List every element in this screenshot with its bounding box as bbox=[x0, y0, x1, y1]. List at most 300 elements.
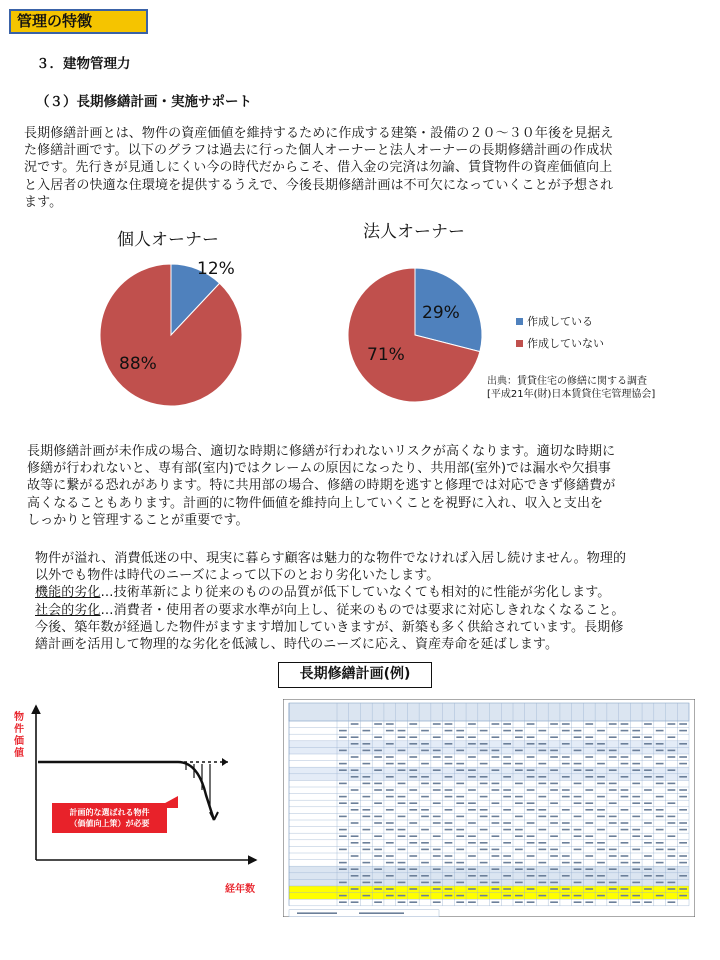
table-cell-text bbox=[339, 802, 347, 804]
table-cell-text bbox=[503, 855, 511, 857]
table-cell-text bbox=[480, 730, 488, 732]
pie-individual-label-created: 12% bbox=[197, 259, 235, 279]
table-cell-text bbox=[668, 783, 676, 785]
table-cell-text bbox=[621, 822, 629, 824]
table-cell-text bbox=[421, 862, 429, 864]
legend-item-created bbox=[516, 313, 604, 329]
table-cell-text bbox=[362, 842, 370, 844]
table-cell-text bbox=[656, 882, 664, 884]
table-cell-text bbox=[374, 769, 382, 771]
table-cell-text bbox=[398, 862, 406, 864]
table-cell-text bbox=[409, 835, 417, 837]
table-cell-text bbox=[668, 750, 676, 752]
table-cell-text bbox=[480, 816, 488, 818]
table-cell-text bbox=[362, 809, 370, 811]
table-cell-text bbox=[421, 743, 429, 745]
table-cell-text bbox=[480, 750, 488, 752]
table-cell-text bbox=[550, 769, 558, 771]
table-cell-text bbox=[585, 736, 593, 738]
table-cell-text bbox=[503, 809, 511, 811]
pie-corporate-title: 法人オーナー bbox=[363, 222, 465, 242]
table-cell-text bbox=[386, 789, 394, 791]
table-cell-text bbox=[562, 776, 570, 778]
table-cell-text bbox=[456, 882, 464, 884]
table-cell-text bbox=[679, 789, 687, 791]
table-cell-text bbox=[597, 816, 605, 818]
table-cell-text bbox=[550, 816, 558, 818]
table-cell-text bbox=[433, 783, 441, 785]
table-cell-text bbox=[421, 730, 429, 732]
table-cell-text bbox=[503, 888, 511, 890]
table-cell-text bbox=[386, 809, 394, 811]
table-cell-text bbox=[515, 901, 523, 903]
table-cell-text bbox=[574, 816, 582, 818]
table-cell-text bbox=[515, 816, 523, 818]
table-cell-text bbox=[562, 862, 570, 864]
table-cell-text bbox=[609, 822, 617, 824]
table-cell-text bbox=[562, 743, 570, 745]
subsection-title: （３）長期修繕計画・実施サポート bbox=[36, 94, 252, 110]
table-cell-text bbox=[597, 849, 605, 851]
table-cell-text bbox=[668, 736, 676, 738]
table-cell-text bbox=[374, 835, 382, 837]
table-cell-text bbox=[538, 776, 546, 778]
table-cell-text bbox=[421, 763, 429, 765]
risk-line: 長期修繕計画が未作成の場合、適切な時期に修繕が行われないリスクが高くなります。適切な時期に bbox=[27, 444, 616, 459]
table-cell-text bbox=[468, 769, 476, 771]
table-cell-text bbox=[339, 769, 347, 771]
table-cell-text bbox=[538, 816, 546, 818]
table-cell-text bbox=[433, 901, 441, 903]
table-cell-text bbox=[538, 862, 546, 864]
table-cell-text bbox=[644, 901, 652, 903]
table-band bbox=[289, 866, 689, 886]
table-cell-text bbox=[339, 730, 347, 732]
table-cell-text bbox=[468, 888, 476, 890]
social-deterioration-term: 社会的劣化 bbox=[35, 602, 101, 618]
table-cell-text bbox=[609, 855, 617, 857]
table-cell-text bbox=[574, 796, 582, 798]
table-cell-text bbox=[445, 809, 453, 811]
table-cell-text bbox=[456, 816, 464, 818]
table-cell-text bbox=[445, 796, 453, 798]
table-cell-text bbox=[550, 888, 558, 890]
table-cell-text bbox=[574, 802, 582, 804]
table-cell-text bbox=[409, 743, 417, 745]
table-cell-text bbox=[445, 829, 453, 831]
table-cell-text bbox=[480, 809, 488, 811]
table-cell-text bbox=[480, 763, 488, 765]
table-cell-text bbox=[656, 763, 664, 765]
table-cell-text bbox=[492, 855, 500, 857]
table-cell-text bbox=[585, 743, 593, 745]
chart-legend bbox=[516, 313, 604, 351]
table-cell-text bbox=[656, 862, 664, 864]
table-cell-text bbox=[609, 901, 617, 903]
table-cell-text bbox=[503, 789, 511, 791]
table-cell-text bbox=[609, 868, 617, 870]
table-cell-text bbox=[632, 769, 640, 771]
table-cell-text bbox=[409, 736, 417, 738]
table-cell-text bbox=[585, 809, 593, 811]
table-cell-text bbox=[398, 796, 406, 798]
table-cell-text bbox=[621, 756, 629, 758]
table-cell-text bbox=[632, 882, 640, 884]
table-cell-text bbox=[679, 763, 687, 765]
table-cell-text bbox=[632, 750, 640, 752]
table-cell-text bbox=[339, 882, 347, 884]
table-cell-text bbox=[362, 743, 370, 745]
table-cell-text bbox=[515, 829, 523, 831]
graph-y-label: 物件価値 bbox=[14, 712, 24, 759]
table-cell-text bbox=[398, 849, 406, 851]
table-cell-text bbox=[409, 901, 417, 903]
table-cell-text bbox=[386, 763, 394, 765]
table-cell-text bbox=[351, 789, 359, 791]
table-cell-text bbox=[632, 862, 640, 864]
table-cell-text bbox=[421, 809, 429, 811]
table-cell-text bbox=[562, 895, 570, 897]
table-cell-text bbox=[351, 835, 359, 837]
table-cell-text bbox=[679, 743, 687, 745]
table-cell-text bbox=[644, 723, 652, 725]
table-cell-text bbox=[297, 912, 337, 914]
table-cell-text bbox=[339, 868, 347, 870]
table-cell-text bbox=[644, 868, 652, 870]
table-cell-text bbox=[679, 723, 687, 725]
table-cell-text bbox=[574, 882, 582, 884]
risk-line: 高くなることもあります。計画的に物件価値を維持向上していくことを視野に入れ、収入と支出を bbox=[27, 495, 604, 511]
table-cell-text bbox=[550, 882, 558, 884]
table-cell-text bbox=[433, 750, 441, 752]
table-cell-text bbox=[409, 842, 417, 844]
intro-paragraph bbox=[24, 125, 704, 211]
table-cell-text bbox=[480, 776, 488, 778]
table-cell-text bbox=[480, 875, 488, 877]
table-cell-text bbox=[585, 756, 593, 758]
table-cell-text bbox=[468, 809, 476, 811]
deterioration-line: 今後、築年数が経過した物件がますます増加していきますが、新築も多く供給されています。長期修 bbox=[35, 619, 624, 635]
table-cell-text bbox=[456, 901, 464, 903]
table-cell-text bbox=[609, 849, 617, 851]
table-cell-text bbox=[386, 895, 394, 897]
table-cell-text bbox=[538, 763, 546, 765]
table-cell-text bbox=[468, 822, 476, 824]
table-cell-text bbox=[362, 816, 370, 818]
table-cell-text bbox=[503, 862, 511, 864]
deterioration-line: 物件が溢れ、消費低迷の中、現実に暮らす顧客は魅力的な物件でなければ入居し続けません。物理的 bbox=[35, 551, 627, 566]
table-cell-text bbox=[656, 796, 664, 798]
table-cell-text bbox=[621, 796, 629, 798]
table-cell-text bbox=[597, 895, 605, 897]
table-cell-text bbox=[656, 750, 664, 752]
table-cell-text bbox=[503, 723, 511, 725]
table-cell-text bbox=[585, 875, 593, 877]
table-cell-text bbox=[621, 842, 629, 844]
table-cell-text bbox=[492, 822, 500, 824]
table-cell-text bbox=[562, 756, 570, 758]
table-cell-text bbox=[421, 783, 429, 785]
table-cell-text bbox=[585, 835, 593, 837]
table-cell-text bbox=[374, 723, 382, 725]
table-cell-text bbox=[468, 736, 476, 738]
table-cell-text bbox=[374, 816, 382, 818]
table-cell-text bbox=[421, 776, 429, 778]
table-cell-text bbox=[456, 835, 464, 837]
table-cell-text bbox=[386, 829, 394, 831]
table-cell-text bbox=[445, 895, 453, 897]
table-cell-text bbox=[585, 822, 593, 824]
table-cell-text bbox=[339, 763, 347, 765]
table-cell-text bbox=[480, 882, 488, 884]
table-cell-text bbox=[409, 809, 417, 811]
legend-swatch-created bbox=[516, 318, 523, 325]
table-cell-text bbox=[515, 736, 523, 738]
table-cell-text bbox=[632, 796, 640, 798]
table-cell-text bbox=[398, 835, 406, 837]
graph-x-label: 経年数 bbox=[225, 884, 255, 895]
table-cell-text bbox=[550, 901, 558, 903]
table-header-row bbox=[289, 703, 689, 721]
table-cell-text bbox=[668, 816, 676, 818]
table-cell-text bbox=[492, 888, 500, 890]
table-cell-text bbox=[679, 875, 687, 877]
table-cell-text bbox=[351, 769, 359, 771]
table-cell-text bbox=[632, 895, 640, 897]
table-cell-text bbox=[597, 730, 605, 732]
table-cell-text bbox=[421, 816, 429, 818]
table-cell-text bbox=[409, 822, 417, 824]
table-cell-text bbox=[679, 862, 687, 864]
table-cell-text bbox=[644, 822, 652, 824]
table-cell-text bbox=[609, 816, 617, 818]
table-cell-text bbox=[362, 796, 370, 798]
table-cell-text bbox=[362, 783, 370, 785]
table-cell-text bbox=[562, 809, 570, 811]
table-cell-text bbox=[339, 849, 347, 851]
table-cell-text bbox=[456, 895, 464, 897]
social-deterioration-text: …消費者・使用者の要求水準が向上し、従来のものでは要求に対応しきれなくなること。 bbox=[100, 602, 625, 618]
table-cell-text bbox=[492, 802, 500, 804]
table-cell-text bbox=[386, 862, 394, 864]
table-cell-text bbox=[550, 736, 558, 738]
table-cell-text bbox=[445, 888, 453, 890]
table-cell-text bbox=[597, 763, 605, 765]
table-cell-text bbox=[562, 763, 570, 765]
table-cell-text bbox=[609, 789, 617, 791]
table-cell-text bbox=[409, 802, 417, 804]
table-cell-text bbox=[456, 868, 464, 870]
table-cell-text bbox=[445, 730, 453, 732]
table-cell-text bbox=[409, 789, 417, 791]
table-cell-text bbox=[527, 809, 535, 811]
table-cell-text bbox=[468, 868, 476, 870]
table-cell-text bbox=[409, 875, 417, 877]
table-cell-text bbox=[468, 723, 476, 725]
table-cell-text bbox=[421, 895, 429, 897]
table-cell-text bbox=[362, 730, 370, 732]
table-cell-text bbox=[515, 730, 523, 732]
table-cell-text bbox=[632, 849, 640, 851]
value-graph bbox=[28, 700, 268, 870]
table-cell-text bbox=[374, 882, 382, 884]
table-cell-text bbox=[562, 855, 570, 857]
table-cell-text bbox=[550, 868, 558, 870]
table-cell-text bbox=[538, 730, 546, 732]
table-cell-text bbox=[538, 849, 546, 851]
table-cell-text bbox=[362, 895, 370, 897]
table-cell-text bbox=[351, 888, 359, 890]
table-cell-text bbox=[433, 888, 441, 890]
table-cell-text bbox=[527, 835, 535, 837]
table-cell-text bbox=[339, 783, 347, 785]
table-cell-text bbox=[480, 849, 488, 851]
pie-corporate-chart bbox=[344, 262, 486, 410]
risk-line: しっかりと管理することが重要です。 bbox=[27, 512, 249, 528]
table-cell-text bbox=[668, 723, 676, 725]
table-cell-text bbox=[515, 796, 523, 798]
table-cell-text bbox=[574, 769, 582, 771]
table-cell-text bbox=[433, 802, 441, 804]
table-cell-text bbox=[621, 855, 629, 857]
table-cell-text bbox=[668, 882, 676, 884]
table-cell-text bbox=[550, 802, 558, 804]
table-cell-text bbox=[468, 802, 476, 804]
table-cell-text bbox=[644, 756, 652, 758]
table-cell-text bbox=[492, 750, 500, 752]
table-cell-text bbox=[398, 895, 406, 897]
table-cell-text bbox=[515, 882, 523, 884]
table-cell-text bbox=[480, 862, 488, 864]
table-cell-text bbox=[409, 756, 417, 758]
legend-label-not-created: 作成していない bbox=[527, 337, 604, 350]
table-cell-text bbox=[359, 912, 404, 914]
table-cell-text bbox=[468, 875, 476, 877]
table-cell-text bbox=[538, 743, 546, 745]
table-cell-text bbox=[668, 769, 676, 771]
table-cell-text bbox=[656, 809, 664, 811]
table-cell-text bbox=[433, 868, 441, 870]
table-cell-text bbox=[386, 743, 394, 745]
callout-line: 計画的な選ばれる物件 bbox=[69, 808, 150, 817]
table-cell-text bbox=[492, 756, 500, 758]
table-cell-text bbox=[515, 849, 523, 851]
table-cell-text bbox=[409, 776, 417, 778]
pie-individual-title: 個人オーナー bbox=[117, 230, 219, 250]
table-cell-text bbox=[351, 868, 359, 870]
table-cell-text bbox=[339, 829, 347, 831]
table-cell-text bbox=[550, 789, 558, 791]
table-cell-text bbox=[562, 796, 570, 798]
table-cell-text bbox=[656, 895, 664, 897]
table-cell-text bbox=[538, 783, 546, 785]
table-cell-text bbox=[644, 743, 652, 745]
table-cell-text bbox=[503, 796, 511, 798]
table-cell-text bbox=[574, 763, 582, 765]
table-cell-text bbox=[585, 901, 593, 903]
table-cell-text bbox=[538, 750, 546, 752]
table-cell-text bbox=[644, 888, 652, 890]
table-cell-text bbox=[503, 763, 511, 765]
table-cell-text bbox=[339, 901, 347, 903]
table-cell-text bbox=[562, 842, 570, 844]
table-cell-text bbox=[398, 901, 406, 903]
table-cell-text bbox=[656, 743, 664, 745]
table-cell-text bbox=[445, 756, 453, 758]
functional-deterioration-text: …技術革新により従来のものの品質が低下していなくても相対的に性能が劣化します。 bbox=[100, 585, 611, 601]
table-cell-text bbox=[351, 743, 359, 745]
table-cell-text bbox=[609, 783, 617, 785]
table-cell-text bbox=[597, 796, 605, 798]
table-cell-text bbox=[527, 888, 535, 890]
table-cell-text bbox=[597, 882, 605, 884]
table-cell-text bbox=[574, 895, 582, 897]
table-cell-text bbox=[644, 776, 652, 778]
table-cell-text bbox=[527, 868, 535, 870]
table-cell-text bbox=[574, 901, 582, 903]
table-cell-text bbox=[609, 882, 617, 884]
table-cell-text bbox=[632, 730, 640, 732]
table-cell-text bbox=[644, 789, 652, 791]
table-cell-text bbox=[527, 756, 535, 758]
table-cell-text bbox=[374, 789, 382, 791]
table-cell-text bbox=[468, 842, 476, 844]
graph-callout bbox=[52, 803, 167, 833]
table-cell-text bbox=[362, 862, 370, 864]
table-cell-text bbox=[574, 750, 582, 752]
table-cell-text bbox=[456, 796, 464, 798]
table-cell-text bbox=[398, 763, 406, 765]
table-cell-text bbox=[527, 901, 535, 903]
table-cell-text bbox=[527, 875, 535, 877]
table-cell-text bbox=[562, 730, 570, 732]
table-cell-text bbox=[398, 730, 406, 732]
table-cell-text bbox=[668, 849, 676, 851]
table-cell-text bbox=[503, 875, 511, 877]
table-cell-text bbox=[362, 829, 370, 831]
table-cell-text bbox=[538, 796, 546, 798]
table-cell-text bbox=[585, 789, 593, 791]
table-cell-text bbox=[409, 855, 417, 857]
table-cell-text bbox=[468, 835, 476, 837]
table-cell-text bbox=[492, 835, 500, 837]
table-cell-text bbox=[550, 783, 558, 785]
risk-line: 故等に繋がる恐れがあります。特に共用部の場合、修繕の時期を逃すと修理では対応できず修繕費が bbox=[27, 478, 616, 494]
pie-individual-slice-not-created bbox=[100, 264, 242, 406]
table-cell-text bbox=[679, 842, 687, 844]
table-cell-text bbox=[433, 835, 441, 837]
table-cell-text bbox=[585, 723, 593, 725]
table-cell-text bbox=[468, 855, 476, 857]
table-cell-text bbox=[398, 802, 406, 804]
table-cell-text bbox=[421, 849, 429, 851]
table-cell-text bbox=[527, 776, 535, 778]
table-cell-text bbox=[562, 888, 570, 890]
table-cell-text bbox=[339, 750, 347, 752]
table-cell-text bbox=[492, 868, 500, 870]
table-cell-text bbox=[597, 750, 605, 752]
table-cell-text bbox=[538, 875, 546, 877]
table-cell-text bbox=[362, 750, 370, 752]
table-cell-text bbox=[433, 816, 441, 818]
table-cell-text bbox=[456, 769, 464, 771]
table-cell-text bbox=[445, 763, 453, 765]
table-cell-text bbox=[679, 829, 687, 831]
table-cell-text bbox=[480, 829, 488, 831]
table-cell-text bbox=[585, 855, 593, 857]
table-cell-text bbox=[351, 842, 359, 844]
functional-deterioration-term: 機能的劣化 bbox=[35, 585, 101, 601]
